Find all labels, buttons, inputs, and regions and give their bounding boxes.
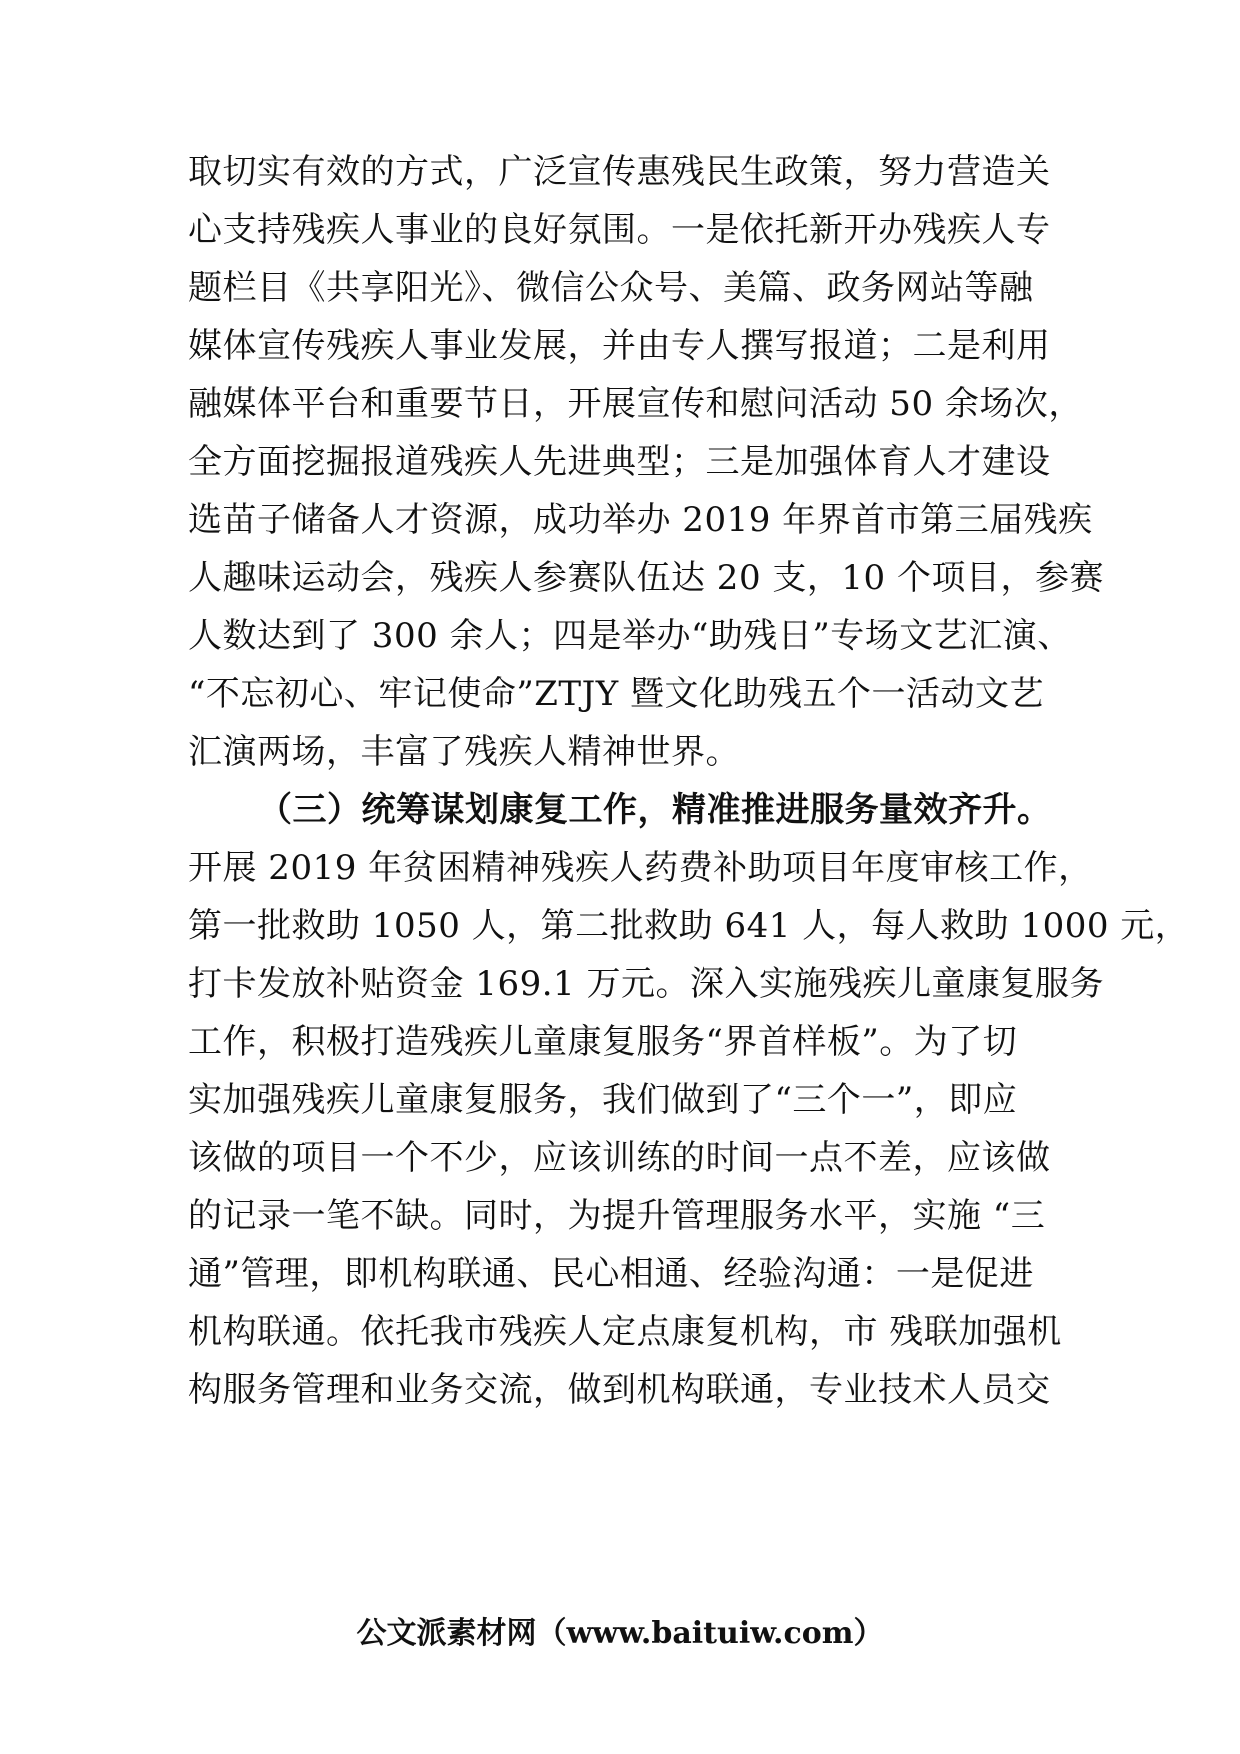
text-line: 工作，积极打造残疾儿童康复服务“界首样板”。为了切 — [188, 1022, 1018, 1062]
text-line: 汇演两场，丰富了残疾人精神世界。 — [188, 732, 740, 772]
text-line: 选苗子储备人才资源，成功举办 2019 年界首市第三届残疾 — [188, 500, 1093, 540]
section-heading: （三）统筹谋划康复工作，精准推进服务量效齐升。 — [258, 790, 1052, 830]
text-line: 心支持残疾人事业的良好氛围。一是依托新开办残疾人专 — [188, 210, 1051, 250]
text-line: 第一批救助 1050 人，第二批救助 641 人，每人救助 1000 元， — [188, 906, 1190, 946]
text-line: 融媒体平台和重要节日，开展宣传和慰问活动 50 余场次， — [188, 384, 1083, 424]
text-line: “不忘初心、牢记使命”ZTJY 暨文化助残五个一活动文艺 — [188, 674, 1044, 714]
text-line: 打卡发放补贴资金 169.1 万元。深入实施残疾儿童康复服务 — [188, 964, 1104, 1004]
text-line: 媒体宣传残疾人事业发展，并由专人撰写报道；二是利用 — [188, 326, 1051, 366]
text-line: 取切实有效的方式，广泛宣传惠残民生政策，努力营造关 — [188, 152, 1051, 192]
text-line: 题栏目《共享阳光》、微信公众号、美篇、政务网站等融 — [188, 268, 1034, 308]
text-line: 通”管理，即机构联通、民心相通、经验沟通：一是促进 — [188, 1254, 1034, 1294]
text-line: 人数达到了 300 余人；四是举办“助残日”专场文艺汇演、 — [188, 616, 1072, 656]
text-line: 机构联通。依托我市残疾人定点康复机构，市 残联加强机 — [188, 1312, 1062, 1352]
text-line: 构服务管理和业务交流，做到机构联通，专业技术人员交 — [188, 1370, 1051, 1410]
text-line: 开展 2019 年贫困精神残疾人药费补助项目年度审核工作， — [188, 848, 1093, 888]
text-line: 的记录一笔不缺。同时，为提升管理服务水平，实施 “三 — [188, 1196, 1046, 1236]
footer-watermark: 公文派素材网（www.baituiw.com） — [356, 1616, 884, 1651]
text-line: 实加强残疾儿童康复服务，我们做到了“三个一”，即应 — [188, 1080, 1018, 1120]
text-line: 该做的项目一个不少，应该训练的时间一点不差，应该做 — [188, 1138, 1051, 1178]
text-line: 人趣味运动会，残疾人参赛队伍达 20 支，10 个项目，参赛 — [188, 558, 1104, 598]
text-line: 全方面挖掘报道残疾人先进典型；三是加强体育人才建设 — [188, 442, 1051, 482]
